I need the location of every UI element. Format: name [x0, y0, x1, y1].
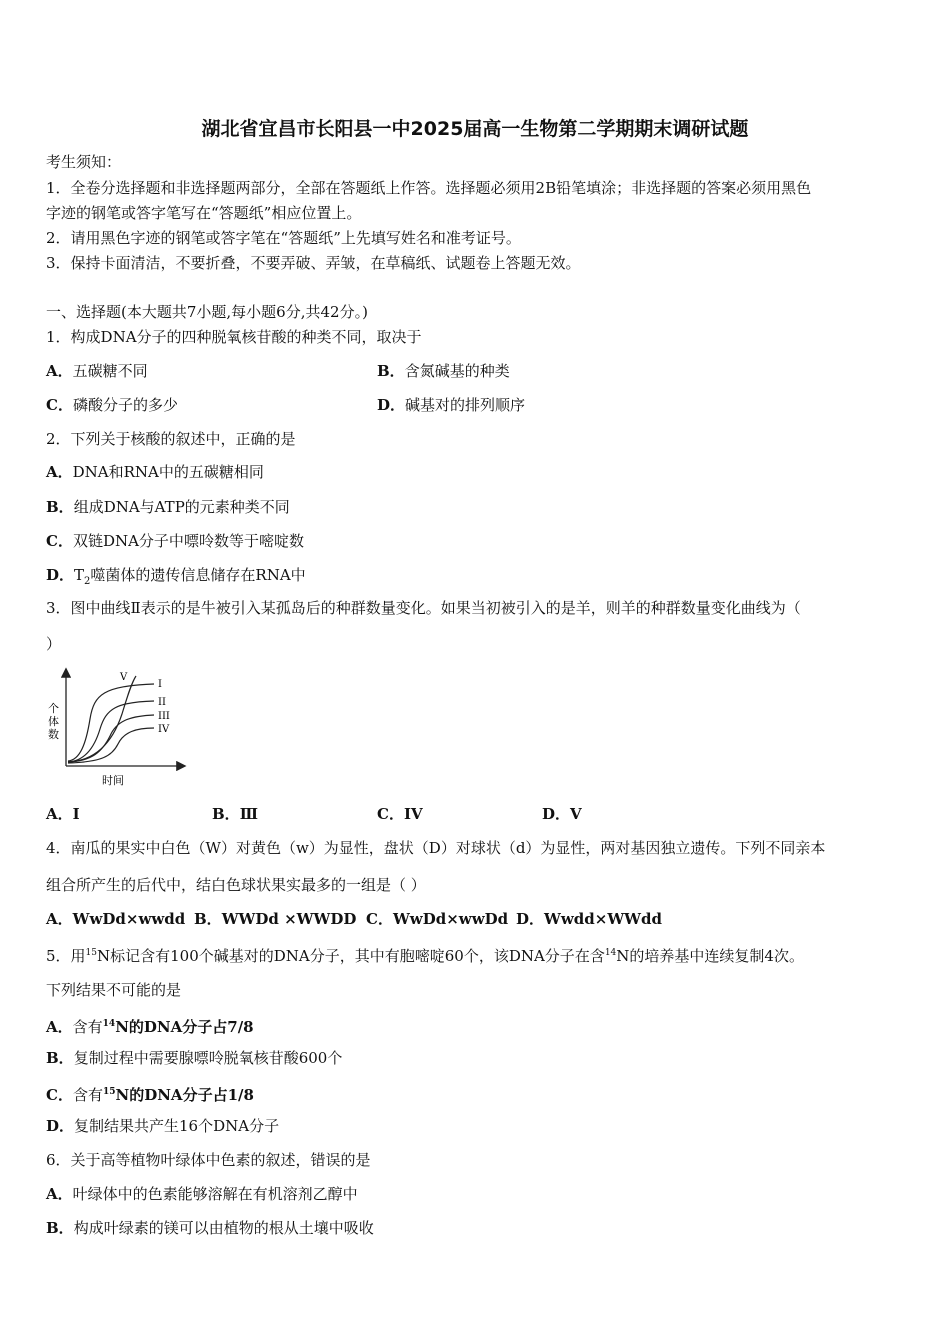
notice-item-1-cont: 字迹的钢笔或答字笔写在“答题纸”相应位置上。	[46, 204, 362, 222]
q2-option-a[interactable]: A．DNA和RNA中的五碳糖相同	[46, 463, 264, 481]
q6-option-a[interactable]: A．叶绿体中的色素能够溶解在有机溶剂乙醇中	[46, 1185, 358, 1203]
q5-stem-cont: 下列结果不可能的是	[46, 981, 182, 999]
q4-option-c[interactable]: C．WwDd×wwDd	[366, 910, 509, 928]
q5-option-c[interactable]: C．含有$^{15}$N的DNA分子占1/8	[46, 1086, 254, 1104]
q3-option-c[interactable]: C．IV	[377, 805, 423, 823]
q4-stem-cont: 组合所产生的后代中，结白色球状果实最多的一组是（ ）	[46, 876, 426, 894]
q4-stem: 4．南瓜的果实中白色（W）对黄色（w）为显性，盘状（D）对球状（d）为显性，两对基因独立遗传。下列不同亲本	[46, 839, 826, 857]
q3-option-b[interactable]: B．Ⅲ	[212, 805, 258, 823]
q1-option-b[interactable]: B．含氮碱基的种类	[377, 362, 510, 380]
curve-iii	[68, 715, 154, 762]
curve-label-i: I	[158, 679, 162, 690]
notice-item-3: 3．保持卡面清洁，不要折叠，不要弄破、弄皱，在草稿纸、试题卷上答题无效。	[46, 254, 581, 272]
notice-item-1: 1．全卷分选择题和非选择题两部分，全部在答题纸上作答。选择题必须用2B铅笔填涂；非选择题的答案必须用黑色	[46, 179, 812, 197]
q2-option-b[interactable]: B．组成DNA与ATP的元素种类不同	[46, 498, 290, 516]
q1-option-c[interactable]: C．磷酸分子的多少	[46, 396, 178, 414]
graph-xlabel: 时间	[102, 774, 124, 787]
section-heading: 一、选择题(本大题共7小题,每小题6分,共42分。)	[46, 303, 368, 321]
q4-option-b[interactable]: B．WWDd ×WWDD	[194, 910, 357, 928]
page-title: 湖北省宜昌市长阳县一中2025届高一生物第二学期期末调研试题	[201, 118, 749, 140]
q4-option-a[interactable]: A．WwDd×wwdd	[46, 910, 186, 928]
curve-label-iv: IV	[158, 724, 170, 735]
q3-stem-end: ）	[46, 635, 62, 653]
q4-option-d[interactable]: D．Wwdd×WWdd	[516, 910, 662, 928]
graph-ylabel-1: 个	[48, 702, 59, 715]
q2-stem: 2．下列关于核酸的叙述中，正确的是	[46, 430, 296, 448]
q1-option-a[interactable]: A．五碳糖不同	[46, 362, 148, 380]
q5-stem: 5．用$^{15}$N标记含有100个碱基对的DNA分子，其中有胞嘧啶60个，该DNA分子在含$^{14}$N的培养基中连续复制4次。	[46, 947, 804, 965]
q1-option-d[interactable]: D．碱基对的排列顺序	[377, 396, 526, 414]
curve-label-iii: III	[158, 711, 170, 722]
q5-option-d[interactable]: D．复制结果共产生16个DNA分子	[46, 1117, 280, 1135]
q5-option-a[interactable]: A．含有$^{14}$N的DNA分子占7/8	[46, 1018, 254, 1036]
q3-option-d[interactable]: D．V	[542, 805, 582, 823]
graph-ylabel-3: 数	[48, 728, 59, 741]
graph-ylabel-2: 体	[48, 715, 59, 728]
population-growth-graph	[44, 664, 189, 789]
q2-option-c[interactable]: C．双链DNA分子中嘌呤数等于嘧啶数	[46, 532, 304, 550]
q2-option-d[interactable]: D．$T_2$噬菌体的遗传信息储存在RNA中	[46, 566, 306, 587]
q3-stem: 3．图中曲线Ⅱ表示的是牛被引入某孤岛后的种群数量变化。如果当初被引入的是羊，则羊的种群数量变化曲线为（	[46, 599, 801, 617]
curve-label-ii: II	[158, 697, 166, 708]
q1-stem: 1．构成DNA分子的四种脱氧核苷酸的种类不同，取决于	[46, 328, 422, 346]
q3-option-a[interactable]: A．I	[46, 805, 80, 823]
notice-heading: 考生须知：	[46, 153, 122, 171]
curve-label-v: V	[120, 672, 128, 683]
q6-stem: 6．关于高等植物叶绿体中色素的叙述，错误的是	[46, 1151, 371, 1169]
q5-option-b[interactable]: B．复制过程中需要腺嘌呤脱氧核苷酸600个	[46, 1049, 343, 1067]
q6-option-b[interactable]: B．构成叶绿素的镁可以由植物的根从土壤中吸收	[46, 1219, 374, 1237]
curve-i	[68, 684, 154, 761]
notice-item-2: 2．请用黑色字迹的钢笔或答字笔在“答题纸”上先填写姓名和准考证号。	[46, 229, 521, 247]
